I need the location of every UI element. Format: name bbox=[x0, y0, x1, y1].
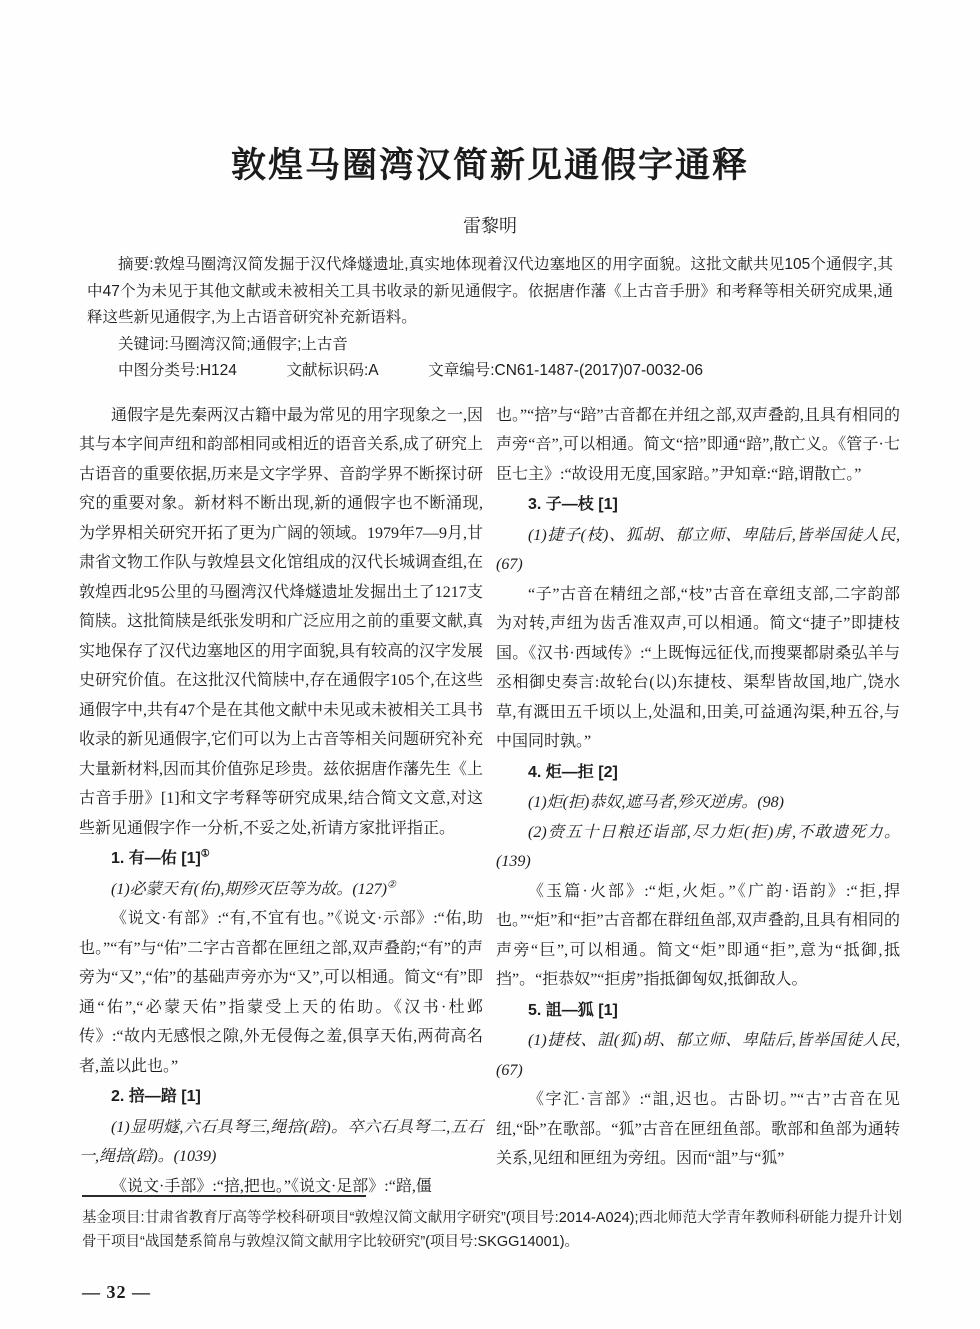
article-title: 敦煌马圈湾汉简新见通假字通释 bbox=[230, 146, 749, 185]
abstract-paragraph bbox=[87, 252, 893, 332]
body-paragraph: 《玉篇·火部》:“炬,火炬。”《广韵·语韵》:“拒,捍也。”“炬”和“拒”古音都在群纽鱼部,双声叠韵,且具有相同的声旁“巨”,可以相通。简文“炬”即通“拒”,意为“抵御,抵挡”。“拒恭奴”“拒虏”指抵御匈奴,抵御敌人。 bbox=[496, 882, 900, 988]
example-line: (1)显明燧,六石具弩三,绳掊(踣)。卒六石具弩二,五石一,绳掊(踣)。(1039) bbox=[79, 1118, 483, 1165]
example-line: (1)捷子(枝)、狐胡、郁立师、卑陆后,皆举国徒人民,(67) bbox=[496, 526, 900, 573]
example-line: (1)捷枝、詛(狐)胡、郁立师、卑陆后,皆举国徒人民,(67) bbox=[496, 1032, 900, 1079]
abstract-text: 敦煌马圈湾汉简发掘于汉代烽燧遗址,真实地体现着汉代边塞地区的用字面貌。这批文献共见105个通假字,其中47个为未见于其他文献或未被相关工具书收录的新见通假字。依据唐作藩《上古音手册》和考释等相关研究成果,通释这些新见通假字,为上古语音研究补充新语料。 bbox=[87, 256, 893, 326]
body-paragraph-continuation: 也。”“掊”与“踣”古音都在并纽之部,双声叠韵,且具有相同的声旁“咅”,可以相通。简文“掊”即通“踣”,散亡义。《管子·七臣七主》:“故设用无度,国家踣。”尹知章:“踣,谓散亡。” bbox=[496, 406, 900, 483]
example-line: (1)必蒙天有(佑),期殄灭臣等为故。(127)② bbox=[111, 879, 396, 898]
section-heading-1: 1. 有—佑 [1]① bbox=[111, 848, 210, 867]
fund-project-note: 基金项目:甘肃省教育厅高等学校科研项目“敦煌汉简文献用字研究”(项目号:2014-A024);西北师范大学青年教师科研能力提升计划骨干项目“战国楚系简帛与敦煌汉简文献用字比较研究”(项目号:SKGG14001)。 bbox=[82, 1209, 902, 1250]
body-paragraph: “子”古音在精纽之部,“枝”古音在章纽支部,二字韵部为对转,声纽为齿舌准双声,可以相通。简文“捷子”即捷枝国。《汉书·西域传》:“上既悔远征伐,而搜粟都尉桑弘羊与丞相御史奏言:故轮台(以)东捷枝、渠犁皆故国,地广,饶水草,有溉田五千顷以上,处温和,田美,可益通沟渠,种五谷,与中国同时孰。” bbox=[496, 585, 900, 750]
page-footer bbox=[82, 1195, 902, 1303]
left-column bbox=[79, 401, 484, 1195]
footnote-marker: ① bbox=[200, 848, 210, 860]
body-paragraph: 《说文·手部》:“掊,把也。”《说文·足部》:“踣,僵 bbox=[111, 1177, 432, 1195]
body-paragraph: 《说文·有部》:“有,不宜有也。”《说文·示部》:“佑,助也。”“有”与“佑”二字古音都在匣纽之部,双声叠韵;“有”的声旁为“又”,“佑”的基础声旁亦为“又”,可以相通。简文“有”即通“佑”,“必蒙天佑”指蒙受上天的佑助。《汉书·杜邺传》:“故内无感恨之隙,外无侵侮之羞,俱享天佑,两荷高名者,盖以此也。” bbox=[79, 910, 483, 1075]
body-paragraph: 《字汇·言部》:“詛,迟也。古卧切。”“古”古音在见纽,“卧”在歌部。“狐”古音在匣纽鱼部。歌部和鱼部为通转关系,见纽和匣纽为旁纽。因而“詛”与“狐” bbox=[496, 1091, 900, 1167]
clc-number: 中图分类号:H124 bbox=[118, 362, 237, 379]
intro-paragraph: 通假字是先秦两汉古籍中最为常见的用字现象之一,因其与本字间声纽和韵部相同或相近的语音关系,成了研究上古语音的重要依据,历来是文字学界、音韵学界不断探讨研究的重要对象。新材料不断出现,新的通假字也不断涌现,为学界相关研究开拓了更为广阔的领域。1979年7—9月,甘肃省文物工作队与敦煌县文化馆组成的汉代长城调查组,在敦煌西北95公里的马圈湾汉代烽燧遗址发掘出土了1217支简牍。这批简牍是纸张发明和广泛应用之前的重要文献,真实地保存了汉代边塞地区的用字面貌,具有较高的汉字发展史研究价值。在这批汉代简牍中,存在通假字105个,在这些通假字中,共有47个是在其他文献中未见或未被相关工具书收录的新见通假字,它们可以为上古音等相关问题研究补充大量新材料,因而其价值弥足珍贵。兹依据唐作藩先生《上古音手册》[1]和文字考释等研究成果,结合简文文意,对这些新见通假字作一分析,不妥之处,祈请方家批评指正。 bbox=[79, 406, 484, 837]
section-heading-2: 2. 掊—踣 [1] bbox=[111, 1088, 201, 1105]
example-line: (2)赍五十日粮还诣部,尽力炬(拒)虏,不敢遗死力。(139) bbox=[496, 823, 900, 870]
two-column-body bbox=[79, 401, 901, 1195]
document-code: 文献标识码:A bbox=[286, 362, 379, 379]
front-matter bbox=[87, 252, 893, 385]
section-heading-4: 4. 炬—拒 [2] bbox=[528, 763, 618, 781]
author-name: 雷黎明 bbox=[463, 216, 517, 236]
keywords-line bbox=[87, 332, 893, 359]
keywords-text: 马圈湾汉简;通假字;上古音 bbox=[168, 335, 348, 353]
section-heading-3: 3. 子—枝 [1] bbox=[528, 496, 618, 513]
section-heading-5: 5. 詛—狐 [1] bbox=[528, 1001, 618, 1019]
page-number: — 32 — bbox=[82, 1281, 151, 1302]
keywords-label: 关键词: bbox=[118, 335, 169, 353]
meta-line bbox=[87, 358, 893, 385]
abstract-label: 摘要: bbox=[118, 256, 154, 273]
right-column bbox=[496, 401, 900, 1177]
article-number: 文章编号:CN61-1487-(2017)07-0032-06 bbox=[428, 362, 704, 379]
footnote-marker: ② bbox=[386, 879, 396, 891]
example-line: (1)炬(拒)恭奴,遮马者,殄灭逆虏。(98) bbox=[528, 794, 784, 811]
